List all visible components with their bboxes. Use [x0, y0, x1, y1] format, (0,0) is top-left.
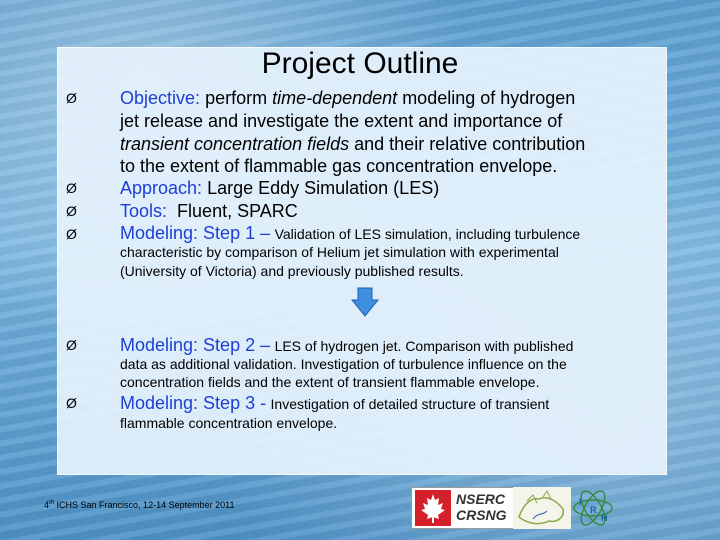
- irh-letter-i: I: [579, 497, 582, 507]
- approach-text: Large Eddy Simulation (LES): [207, 178, 440, 198]
- maple-leaf-icon: [414, 489, 452, 527]
- footer-num: 4: [44, 500, 50, 510]
- irh-logo: [571, 485, 616, 531]
- map-logo: [513, 487, 571, 529]
- nserc-line-2: CRSNG: [456, 507, 507, 523]
- footer-text: ICHS San Francisco, 12-14 September 2011: [54, 500, 235, 510]
- objective-line-1: [120, 88, 575, 109]
- irh-letter-h: H: [601, 513, 608, 523]
- tools-label: Tools:: [120, 201, 168, 221]
- bullet-icon: Ø: [66, 226, 77, 242]
- objective-italic: time-dependent: [272, 88, 398, 108]
- step3-line-2: flammable concentration envelope.: [120, 415, 338, 431]
- down-arrow-icon: [351, 287, 379, 317]
- step2-line-3: concentration fields and the extent of transient flammable envelope.: [120, 374, 540, 390]
- step2-label: Modeling: Step 2 –: [120, 335, 271, 355]
- bullet-icon: Ø: [66, 90, 77, 106]
- step1-line-1: [120, 223, 580, 244]
- footer-conference: [44, 500, 234, 510]
- objective-line-4: [120, 156, 557, 177]
- objective-text: to the extent of flammable gas concentration envelope.: [120, 156, 558, 176]
- objective-line-3: [120, 134, 585, 155]
- bullet-icon: Ø: [66, 395, 77, 411]
- tools-text: Fluent, SPARC: [177, 201, 298, 221]
- step2-line-1: [120, 335, 573, 356]
- footer-sup: th: [49, 500, 55, 506]
- slide-title: Project Outline: [261, 47, 459, 80]
- objective-text: perform: [205, 88, 273, 108]
- approach-line: [120, 178, 439, 199]
- approach-label: Approach:: [120, 178, 203, 198]
- nserc-text: [456, 491, 507, 523]
- objective-line-2: [120, 111, 562, 132]
- bullet-icon: Ø: [66, 337, 77, 353]
- step3-label: Modeling: Step 3 -: [120, 393, 267, 413]
- tools-line: [120, 201, 298, 222]
- step1-text: Validation of LES simulation, including turbulence: [274, 226, 581, 242]
- step2-text: LES of hydrogen jet. Comparison with published: [274, 338, 574, 354]
- step2-line-2: data as additional validation. Investigation of turbulence influence on the: [120, 356, 567, 372]
- objective-text: and their relative contribution: [349, 134, 586, 154]
- step1-line-3: (University of Victoria) and previously published results.: [120, 263, 464, 279]
- objective-text: jet release and investigate the extent and importance of: [120, 111, 563, 131]
- step1-line-2: characteristic by comparison of Helium jet simulation with experimental: [120, 244, 559, 260]
- objective-text: modeling of hydrogen: [397, 88, 576, 108]
- step3-line-1: [120, 393, 549, 414]
- irh-letter-r: R: [590, 505, 597, 515]
- step1-label: Modeling: Step 1 –: [120, 223, 271, 243]
- bullet-icon: Ø: [66, 203, 77, 219]
- bullet-icon: Ø: [66, 180, 77, 196]
- objective-label: Objective:: [120, 88, 201, 108]
- step3-text: Investigation of detailed structure of transient: [270, 396, 550, 412]
- objective-italic: transient concentration fields: [120, 134, 350, 154]
- nserc-logo: [411, 487, 515, 529]
- nserc-line-1: NSERC: [456, 491, 506, 507]
